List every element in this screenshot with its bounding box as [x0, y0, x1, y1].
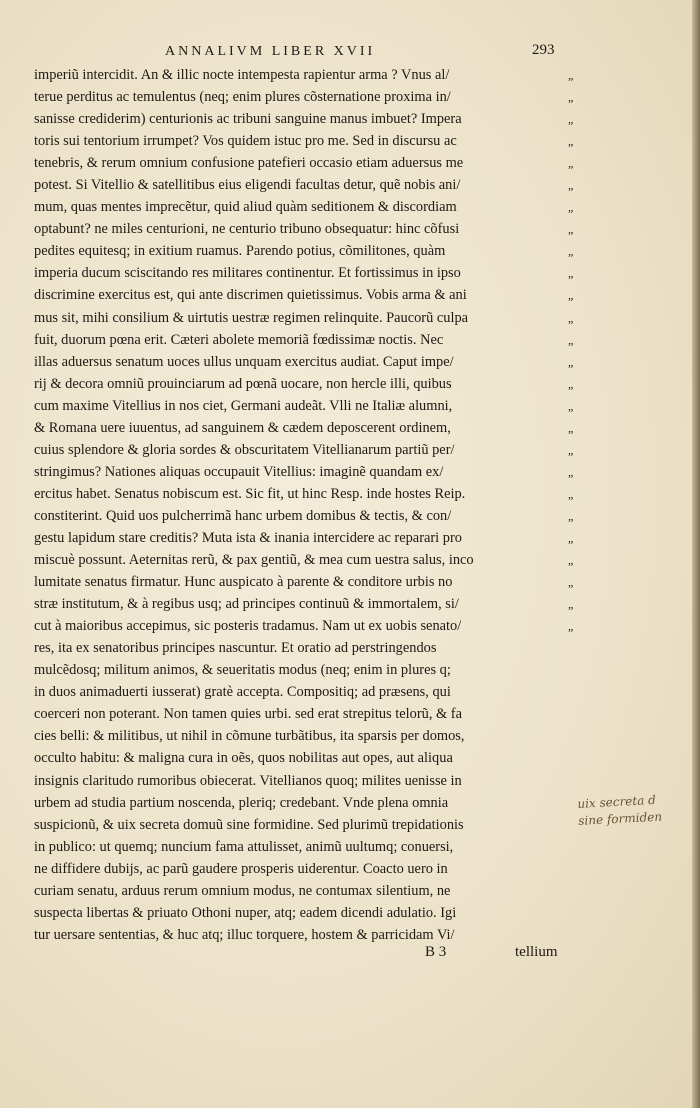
text-line: [34, 86, 634, 108]
text-line: [34, 64, 634, 86]
quotation-mark: „: [568, 486, 574, 501]
running-title: ANNALIVM LIBER XVII: [165, 44, 376, 59]
text-line: [34, 307, 634, 329]
text-line: [34, 483, 634, 505]
quotation-mark: „: [568, 222, 574, 237]
text-line: [34, 527, 634, 549]
line-text: mulcẽdosq; militum animos, & seueritatis modus (neq; enim in plures q;: [34, 662, 451, 679]
text-line: [34, 770, 634, 792]
quotation-mark: „: [568, 398, 574, 413]
quotation-mark: „: [568, 530, 574, 545]
quotation-mark: „: [568, 134, 574, 149]
line-text: ercitus habet. Senatus nobiscum est. Sic fit, ut hinc Resp. inde hostes Reip.: [34, 485, 466, 502]
quotation-mark: „: [568, 332, 574, 347]
quotation-mark: „: [568, 619, 574, 634]
text-line: [34, 130, 634, 152]
text-line: [34, 505, 634, 527]
quotation-mark: „: [568, 68, 574, 82]
text-line: [34, 725, 634, 747]
quotation-mark: „: [568, 575, 574, 590]
handwritten-marginal-note: [577, 790, 700, 830]
text-line: [34, 174, 634, 196]
text-line: [34, 703, 634, 725]
marginal-note-line: uix secreta d: [577, 792, 657, 811]
line-text: tur uersare sententias, & huc atq; illuc torquere, hostem & parricidam Vi/: [34, 926, 455, 943]
line-text: ne diffidere dubijs, ac parũ gaudere prosperis uiderentur. Coacto uero in: [34, 860, 448, 877]
line-text: coerceri non poterant. Non tamen quies urbi. sed erat strepitus telorũ, & fa: [34, 706, 462, 723]
text-line: [34, 439, 634, 461]
line-text: cuius splendore & gloria sordes & obscuritatem Vitellianarum partiũ per/: [34, 441, 455, 458]
line-text: toris sui tentorium irrumpet? Vos quidem istuc pro me. Sed in discursu ac: [34, 133, 457, 150]
quotation-mark: „: [568, 200, 574, 215]
quotation-mark: „: [568, 310, 574, 325]
line-text: lumitate senatus firmatur. Hunc auspicato à parente & conditore urbis no: [34, 574, 453, 591]
line-text: cum maxime Vitellius in nos ciet, Germani audeãt. Vlli ne Italiæ alumni,: [34, 397, 453, 414]
text-line: [34, 792, 634, 814]
line-text: insignis claritudo rumoribus obiecerat. Vitellianos quoq; milites uenisse in: [34, 772, 462, 789]
line-text: stræ institutum, & à regibus usq; ad principes continuũ & immortalem, si/: [34, 596, 459, 613]
line-text: occulto habitu: & maligna cura in oẽs, quos nobilitas aut opes, aut aliqua: [34, 750, 453, 767]
text-line: [34, 196, 634, 218]
line-text: urbem ad studia partium noscenda, pleriq; credebant. Vnde plena omnia: [34, 794, 449, 811]
text-line: [34, 902, 634, 924]
quotation-mark: „: [568, 420, 574, 435]
text-line: [34, 262, 634, 284]
line-text: fuit, duorum pœna erit. Cæteri abolete memoriã fœdissimæ noctis. Nec: [34, 331, 444, 348]
line-text: cies belli: & militibus, ut nihil in cõmune turbãtibus, ita sparsis per domos,: [34, 728, 465, 745]
quotation-mark: „: [568, 354, 574, 369]
quotation-mark: „: [568, 178, 574, 193]
quotation-mark: „: [568, 508, 574, 523]
line-text: cut à maioribus accepimus, sic posteris tradamus. Nam ut ex uobis senato/: [34, 618, 462, 635]
line-text: in publico: ut quemq; nuncium fama attulisset, animũ uultumq; conuersi,: [34, 838, 454, 855]
text-line: [34, 329, 634, 351]
text-line: [34, 924, 634, 946]
line-text: optabunt? ne miles centurioni, ne centurio tribuno obsequatur: hinc cõfusi: [34, 221, 460, 238]
quotation-mark: „: [568, 442, 574, 457]
signature-mark: B 3: [425, 944, 447, 960]
folio-number: 293: [532, 42, 555, 58]
text-line: [34, 615, 634, 637]
line-text: & Romana uere iuuentus, ad sanguinem & cædem deposcerent ordinem,: [34, 419, 451, 436]
line-text: tenebris, & rerum omnium confusione patefieri occasio etiam aduersus me: [34, 155, 464, 172]
text-line: [34, 351, 634, 373]
quotation-mark: „: [568, 156, 574, 171]
line-text: pedites equitesq; in exitium ruamus. Parendo potius, cõmilitones, quàm: [34, 243, 446, 260]
text-line: [34, 880, 634, 902]
line-text: miscuè possunt. Aeternitas rerũ, & pax gentiũ, & mea cum uestra salus, inco: [34, 552, 474, 569]
line-text: mus sit, mihi consilium & uirtutis uestræ regimen relinquite. Paucorũ culpa: [34, 309, 469, 326]
line-text: stringimus? Nationes aliquas occupauit Vitellius: imaginẽ quandam ex/: [34, 463, 444, 480]
line-text: imperiũ intercidit. An & illic nocte intempesta rapientur arma ? Vnus al/: [34, 67, 450, 83]
text-line: [34, 681, 634, 703]
line-text: discrimine exercitus est, qui ante discrimen quietissimus. Vobis arma & ani: [34, 287, 467, 304]
line-text: res, ita ex senatoribus principes nascuntur. Et oratio ad perstringendos: [34, 640, 437, 657]
line-text: mum, quas mentes imprecẽtur, quid aliud quàm seditionem & discordiam: [34, 199, 457, 216]
text-line: [34, 218, 634, 240]
text-line: [34, 747, 634, 769]
quotation-mark: „: [568, 266, 574, 281]
quotation-mark: „: [568, 90, 574, 105]
line-text: sanisse crediderim) centurionis ac tribuni sanguine manus imbuet? Impera: [34, 111, 462, 128]
text-line: [34, 814, 634, 836]
quotation-mark: „: [568, 597, 574, 612]
text-line: [34, 152, 634, 174]
line-text: illas aduersus senatum uoces ullus unquam exercitus audiat. Caput impe/: [34, 353, 454, 370]
quotation-mark: „: [568, 553, 574, 568]
quotation-mark: „: [568, 376, 574, 391]
body-text: [34, 64, 634, 946]
text-line: [34, 659, 634, 681]
text-line: [34, 395, 634, 417]
quotation-mark: „: [568, 244, 574, 259]
text-line: [34, 108, 634, 130]
line-text: suspecta libertas & priuato Othoni nuper, atq; eadem dicendi adulatio. Igi: [34, 904, 457, 921]
marginal-note-line: sine formiden: [577, 809, 663, 828]
line-text: terue perditus ac temulentus (neq; enim plures cõsternatione proxima in/: [34, 89, 451, 106]
line-text: in duos animaduerti iusserat) gratè accepta. Compositiq; ad præsens, qui: [34, 684, 451, 701]
text-line: [34, 417, 634, 439]
text-line: [34, 240, 634, 262]
text-line: [34, 461, 634, 483]
quotation-mark: „: [568, 288, 574, 303]
text-line: [34, 858, 634, 880]
page-gutter: [692, 0, 700, 1108]
text-line: [34, 571, 634, 593]
line-text: suspicionũ, & uix secreta domuũ sine formidine. Sed plurimũ trepidationis: [34, 816, 464, 833]
line-text: curiam senatu, arduus rerum omnium modus, ne contumax silentium, ne: [34, 882, 451, 899]
line-text: constiterint. Quid uos pulcherrimã hanc urbem domibus & tectis, & con/: [34, 507, 452, 524]
text-line: [34, 549, 634, 571]
line-text: rij & decora omniũ prouinciarum ad pœnã uocare, non hercle illi, quibus: [34, 375, 452, 392]
catchword: tellium: [515, 944, 558, 960]
text-line: [34, 373, 634, 395]
text-line: [34, 637, 634, 659]
text-line: [34, 593, 634, 615]
line-text: gestu lapidum stare creditis? Muta ista & inania intercidere ac reparari pro: [34, 529, 462, 546]
page-footer: [0, 944, 700, 966]
line-text: potest. Si Vitellio & satellitibus eius eligendi facultas detur, quẽ nobis ani/: [34, 177, 461, 194]
quotation-mark: „: [568, 464, 574, 479]
line-text: imperia ducum sciscitando res militares continentur. Et fortissimus in ipso: [34, 265, 461, 282]
text-line: [34, 284, 634, 306]
quotation-mark: „: [568, 112, 574, 127]
text-line: [34, 836, 634, 858]
